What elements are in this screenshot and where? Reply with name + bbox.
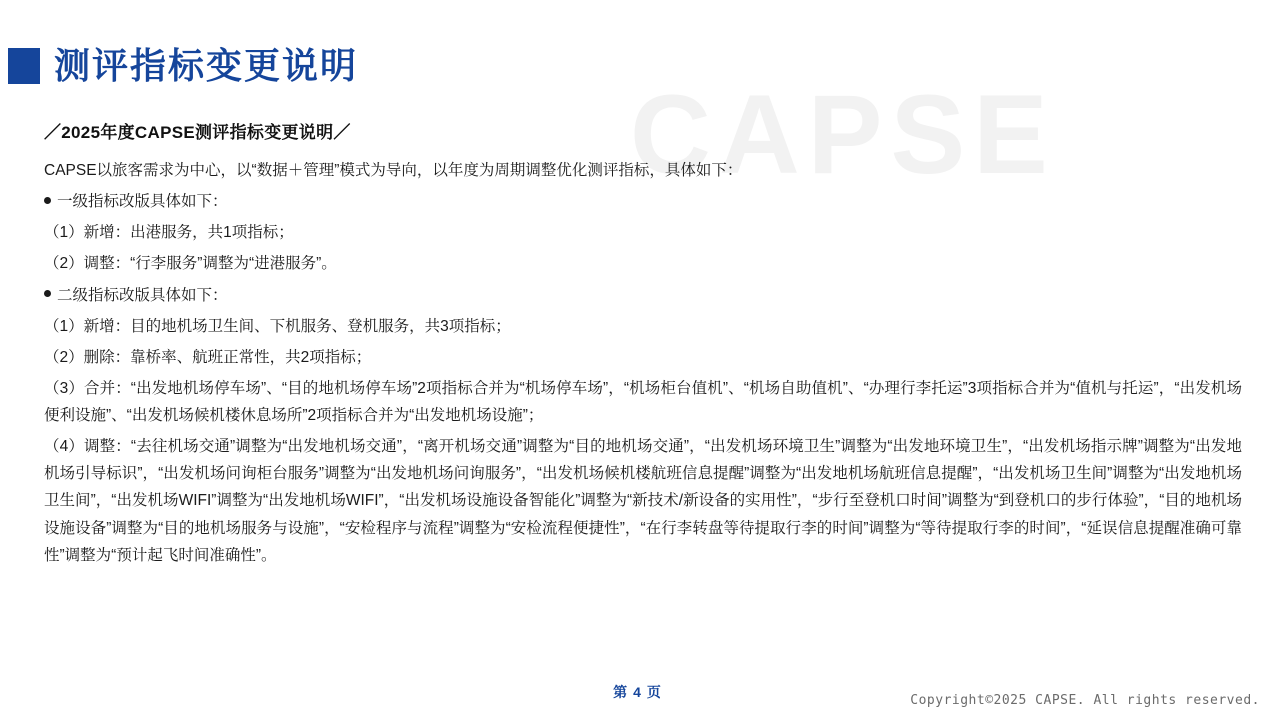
page-label-suffix: 页 bbox=[646, 684, 667, 700]
slide-title-bar bbox=[0, 38, 1280, 94]
copyright-notice: Copyright©2025 CAPSE. All rights reserved. bbox=[910, 693, 1260, 708]
section-heading-2-label: 二级指标改版具体如下： bbox=[57, 286, 228, 304]
section-heading-2 bbox=[44, 282, 1242, 309]
page-title: 测评指标变更说明 bbox=[54, 45, 359, 86]
watermark-text: CAPSE bbox=[630, 72, 1056, 197]
list-item: （3）合并：“出发地机场停车场”、“目的地机场停车场”2项指标合并为“机场停车场”，“机场柜台值机”、“机场自助值机”、“办理行李托运”3项指标合并为“值机与托运”，“出发机场便利设施”、“出发机场候机楼休息场所”2项指标合并为“出发地机场设施”； bbox=[44, 379, 1242, 424]
list-item: （4）调整：“去往机场交通”调整为“出发地机场交通”，“离开机场交通”调整为“目的地机场交通”，“出发机场环境卫生”调整为“出发地环境卫生”，“出发机场指示牌”调整为“出发地机场引导标识”，“出发机场问询柜台服务”调整为“出发地机场问询服务”，“出发机场候机楼航班信息提醒”调整为“出发地机场航班信息提醒”，“出发机场卫生间”调整为“出发地机场卫生间”，“出发机场WIFI”调整为“出发地机场WIFI”，“出发机场设施设备智能化”调整为“新技术/新设备的实用性”，“步行至登机口时间”调整为“到登机口的步行体验”，“目的地机场设施设备”调整为“目的地机场服务与设施”，“安检程序与流程”调整为“安检流程便捷性”，“在行李转盘等待提取行李的时间”调整为“等待提取行李的时间”，“延误信息提醒准确可靠性”调整为“预计起飞时间准确性”。 bbox=[44, 438, 1242, 564]
list-item: （1）新增：出港服务，共1项指标； bbox=[44, 224, 294, 242]
list-item: （2）删除：靠桥率、航班正常性，共2项指标； bbox=[44, 348, 372, 366]
bullet-dot-icon bbox=[44, 197, 51, 204]
slide-content bbox=[44, 118, 1242, 573]
intro-paragraph: CAPSE以旅客需求为中心，以“数据＋管理”模式为导向，以年度为周期调整优化测评指标，具体如下： bbox=[44, 162, 743, 179]
list-item: （2）调整：“行李服务”调整为“进港服务”。 bbox=[44, 255, 337, 273]
section-heading-1 bbox=[44, 188, 1242, 215]
bullet-dot-icon bbox=[44, 290, 51, 297]
list-item: （1）新增：目的地机场卫生间、下机服务、登机服务，共3项指标； bbox=[44, 317, 511, 335]
section-subtitle: ／2025年度CAPSE测评指标变更说明／ bbox=[44, 123, 351, 142]
page-number-value: 4 bbox=[633, 684, 647, 700]
section-heading-1-label: 一级指标改版具体如下： bbox=[57, 193, 228, 211]
title-accent-marker bbox=[8, 48, 40, 84]
page-label-prefix: 第 bbox=[613, 684, 634, 700]
